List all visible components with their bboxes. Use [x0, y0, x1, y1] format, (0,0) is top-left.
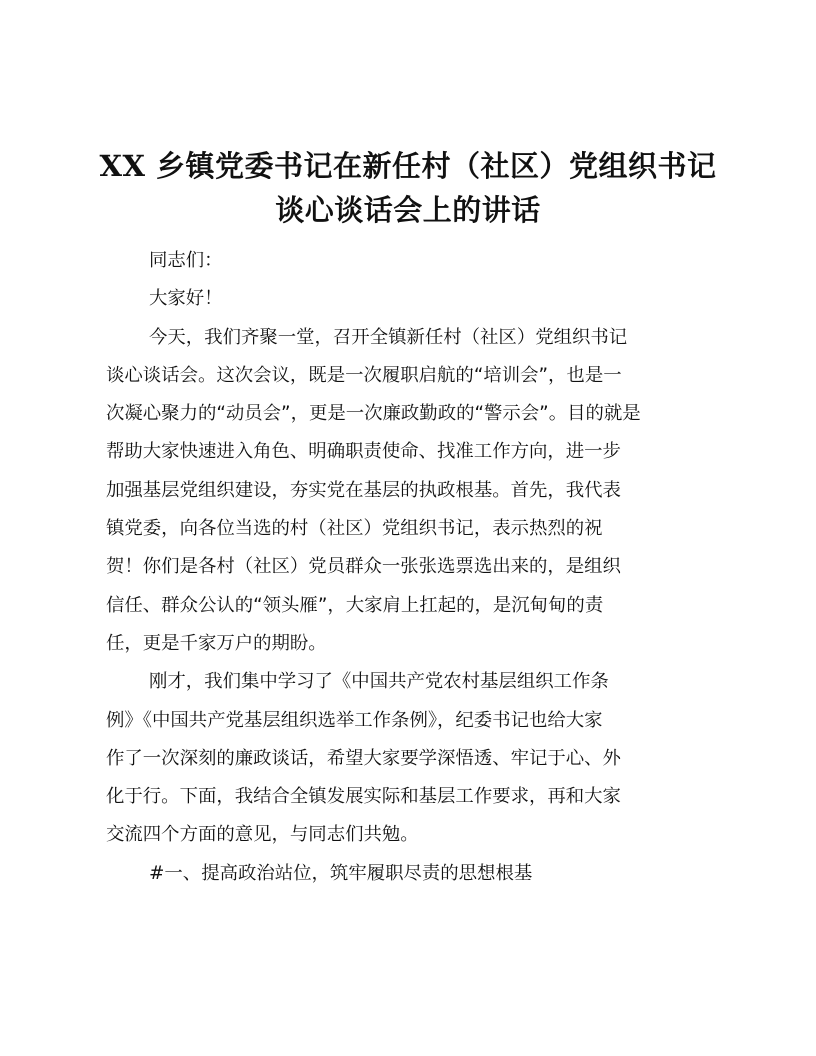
paragraph-study [106, 663, 716, 854]
paragraph-line: 镇党委，向各位当选的村（社区）党组织书记，表示热烈的祝 [106, 518, 603, 540]
paragraph-line: 贺！你们是各村（社区）党员群众一张张选票选出来的，是组织 [106, 556, 621, 578]
paragraph-line: 化于行。下面，我结合全镇发展实际和基层工作要求，再和大家 [106, 786, 621, 808]
paragraph-line: 大家好！ [149, 288, 223, 310]
title-line: 谈心谈话会上的讲话 [275, 193, 541, 227]
section-heading [106, 855, 716, 893]
paragraph-line: 任，更是千家万户的期盼。 [106, 632, 327, 654]
paragraph-line: 谈心谈话会。这次会议，既是一次履职启航的“培训会”，也是一 [106, 364, 622, 386]
title-line: XX 乡镇党委书记在新任村（社区）党组织书记 [99, 149, 717, 183]
section-heading-line: #一、提高政治站位，筑牢履职尽责的思想根基 [149, 862, 533, 884]
paragraph-salutation [106, 242, 716, 280]
paragraph-line: 今天，我们齐聚一堂，召开全镇新任村（社区）党组织书记 [149, 326, 628, 348]
paragraph-line: 次凝心聚力的“动员会”，更是一次廉政勤政的“警示会”。目的就是 [106, 403, 641, 425]
paragraph-line: 信任、群众公认的“领头雁”，大家肩上扛起的，是沉甸甸的责 [106, 594, 604, 616]
paragraph-line: 作了一次深刻的廉政谈话，希望大家要学深悟透、牢记于心、外 [106, 747, 621, 769]
paragraph-line: 同志们： [149, 250, 223, 271]
paragraph-line: 刚才，我们集中学习了《中国共产党农村基层组织工作条 [149, 671, 609, 693]
paragraph-opening [106, 319, 716, 664]
paragraph-line: 帮助大家快速进入角色、明确职责使命、找准工作方向，进一步 [106, 441, 621, 463]
paragraph-line: 例》《中国共产党基层组织选举工作条例》，纪委书记也给大家 [106, 709, 603, 731]
document-title [96, 144, 720, 232]
paragraph-line: 加强基层党组织建设，夯实党在基层的执政根基。首先，我代表 [106, 479, 621, 501]
paragraph-line: 交流四个方面的意见，与同志们共勉。 [106, 824, 419, 846]
document-body [106, 242, 716, 893]
paragraph-greeting [106, 280, 716, 318]
